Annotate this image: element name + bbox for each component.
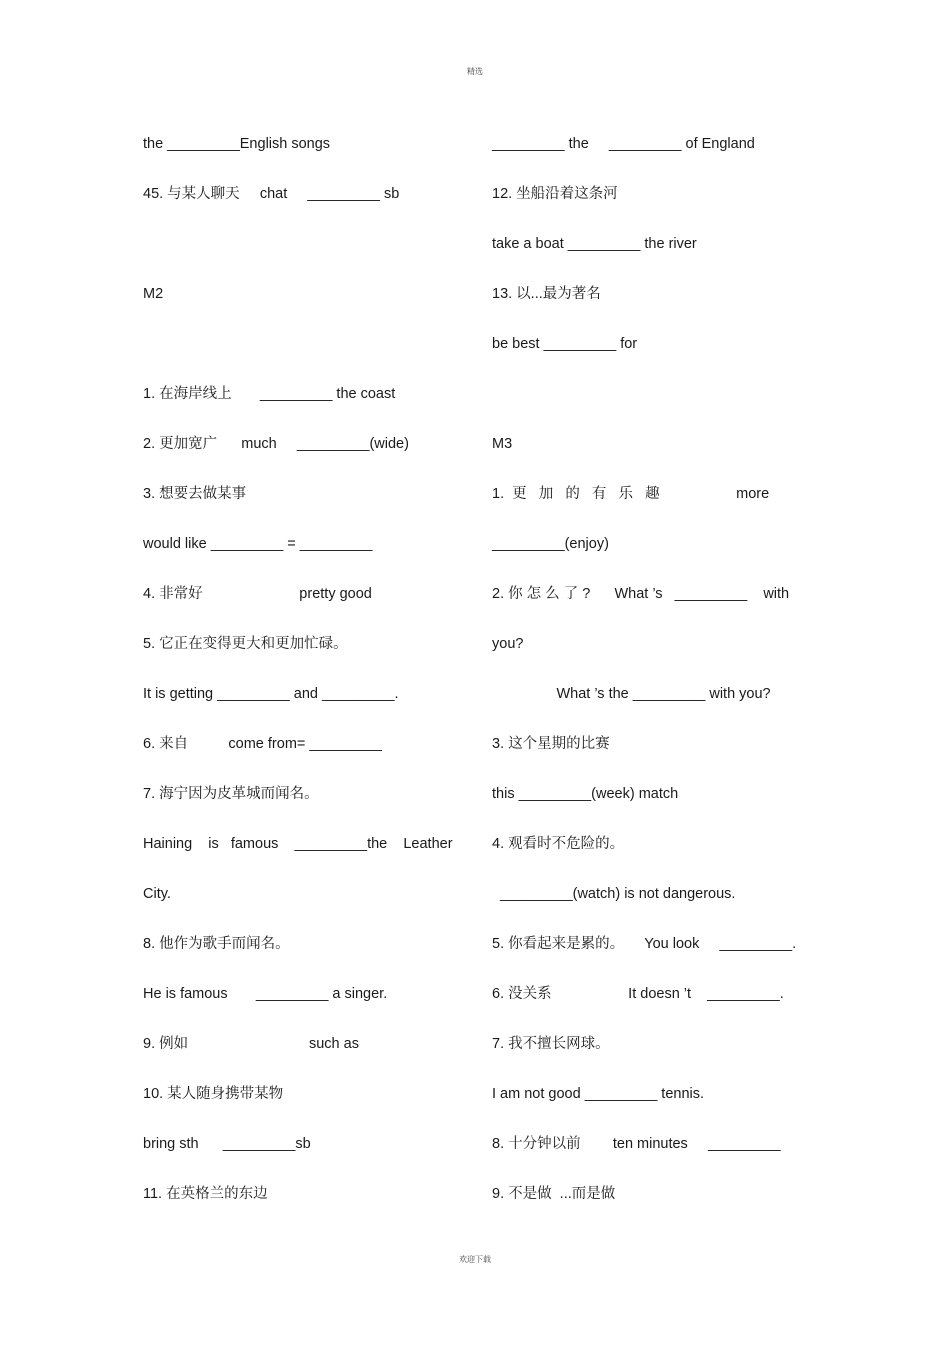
right-line: take a boat _________ the river xyxy=(492,236,697,252)
right-line: 5. 你看起来是累的。 You look _________. xyxy=(492,936,797,952)
right-line: you? xyxy=(492,636,524,652)
right-line: _________(enjoy) xyxy=(492,536,609,552)
left-line: Haining is famous _________the Leather xyxy=(143,836,453,852)
left-line: 4. 非常好 pretty good xyxy=(143,586,372,602)
left-line: 8. 他作为歌手而闻名。 xyxy=(143,936,290,952)
left-line: 1. 在海岸线上 _________ the coast xyxy=(143,386,396,402)
left-line: He is famous _________ a singer. xyxy=(143,986,388,1002)
right-line: 12. 坐船沿着这条河 xyxy=(492,186,618,202)
left-line: 10. 某人随身携带某物 xyxy=(143,1086,284,1102)
right-line: 1. 更 加 的 有 乐 趣 more xyxy=(492,486,770,502)
left-line: 5. 它正在变得更大和更加忙碌。 xyxy=(143,636,348,652)
right-line: M3 xyxy=(492,436,513,452)
right-line: 13. 以...最为著名 xyxy=(492,286,601,302)
right-line: 9. 不是做 ...而是做 xyxy=(492,1186,616,1202)
right-column xyxy=(492,134,812,1234)
right-line: 3. 这个星期的比赛 xyxy=(492,736,610,752)
left-line: M2 xyxy=(143,286,164,302)
page-header: 精选 xyxy=(467,67,483,76)
left-line: 9. 例如 such as xyxy=(143,1036,359,1052)
right-line: I am not good _________ tennis. xyxy=(492,1086,705,1102)
right-line: _________(watch) is not dangerous. xyxy=(492,886,736,902)
right-line xyxy=(492,384,812,434)
left-line: bring sth _________sb xyxy=(143,1136,311,1152)
right-line: this _________(week) match xyxy=(492,786,679,802)
left-line: It is getting _________ and _________. xyxy=(143,686,399,702)
right-line: 2. 你 怎 么 了 ? What ’s _________ with xyxy=(492,586,790,602)
right-line: 6. 没关系 It doesn ’t _________. xyxy=(492,986,784,1002)
right-line: What ’s the _________ with you? xyxy=(492,686,771,702)
left-line: would like _________ = _________ xyxy=(143,536,373,552)
left-line: 45. 与某人聊天 chat _________ sb xyxy=(143,186,400,202)
right-line: 8. 十分钟以前 ten minutes _________ xyxy=(492,1136,781,1152)
left-line: 6. 来自 come from= _________ xyxy=(143,736,382,752)
right-line: be best _________ for xyxy=(492,336,638,352)
left-line: 11. 在英格兰的东边 xyxy=(143,1186,268,1202)
right-line: _________ the _________ of England xyxy=(492,136,755,152)
left-line: City. xyxy=(143,886,171,902)
page-footer: 欢迎下载 xyxy=(459,1255,491,1264)
left-column xyxy=(143,134,463,1234)
left-line xyxy=(143,234,463,284)
left-line: 2. 更加宽广 much _________(wide) xyxy=(143,436,409,452)
left-line: the _________English songs xyxy=(143,136,331,152)
left-line xyxy=(143,334,463,384)
left-line: 3. 想要去做某事 xyxy=(143,486,247,502)
right-line: 7. 我不擅长网球。 xyxy=(492,1036,610,1052)
left-line: 7. 海宁因为皮革城而闻名。 xyxy=(143,786,319,802)
right-line: 4. 观看时不危险的。 xyxy=(492,836,625,852)
